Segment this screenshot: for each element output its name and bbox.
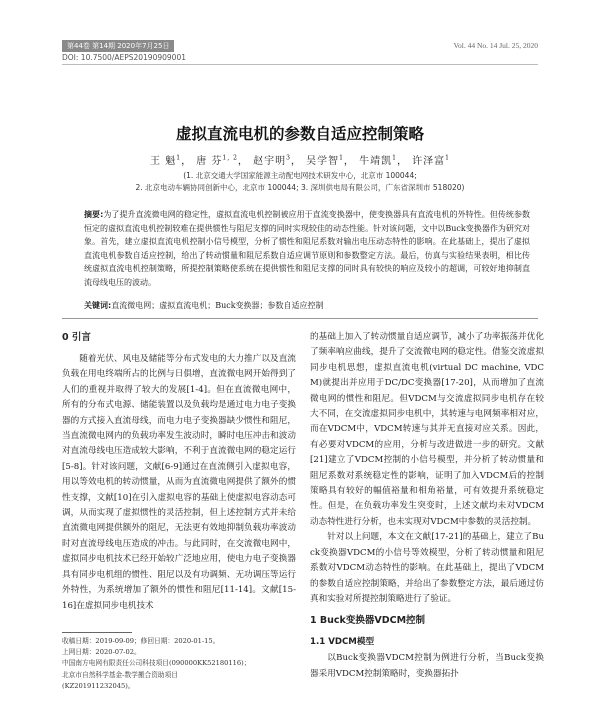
footnote-line: 收稿日期：2019-09-09；修回日期：2020-01-15。 [62,637,220,645]
paragraph: 以Buck变换器VDCM控制为例进行分析，当Buck变换器采用VDCM控制策略时，变换器拓扑 [310,653,544,679]
subsection-heading-1-1: 1.1 VDCM模型 [310,637,375,648]
footnote-line: 上网日期：2020-07-02。 [62,648,141,657]
paper-title: 虚拟直流电机的参数自适应控制策略 [175,125,424,143]
footnote-line: 北京市自然科学基金-数学搬合资助项目 [62,670,178,679]
footnote-line: (KZ201911232045)。 [62,681,135,690]
abstract-text: 为了提升直流微电网的稳定性，虚拟直流电机控制被应用于直流变换器中，使变换器具有直流电机的外特性。但传统参数恒定的虚拟直流电机控制较难在提供惯性与阻尼支撑的同时实现较佳的动态性能。针对该问题，文中以Buck变换器作为研究对象。首先，建立虚拟直流电机控制小信号模型，分析了惯性和阻尼系数对输出电压动态特性的影响。在此基础上，提出了虚拟直流电机参数自适应控制，给出了转动惯量和阻尼系数自适应调节原则和参数整定方法。最后，仿真与实验结果表明，相比传统虚拟直流电机控制策略，所提控制策略使系统在提供惯性和阻尼支撑的同时具有较快的响应及较小的超调，可较好地抑制直流母线电压的波动。 [84,210,531,287]
author: 牛靖凯$^1$ [359,154,397,167]
footnote-divider [62,632,132,633]
keywords-label: 关键词: [84,301,112,310]
abstract-divider [62,318,538,319]
keywords-text: 直流微电网；虚拟直流电机；Buck变换器；参数自适应控制 [111,301,324,310]
paragraph: 针对以上问题，本文在文献[17-21]的基础上，建立了Buck变换器VDCM的小信号等效模型，分析了转动惯量和阻尼系数对VDCM动态特性的影响。在此基础上，提出了VDCM的参数自适应控制策略，并给出了参数整定方法，最后通过仿真和实验对所提控制策略进行了验证。 [310,532,544,604]
footnote-line: 中国南方电网有限责任公司科技项目(090000KK52180116)； [62,659,251,668]
author: 王 魁$^1$ [150,154,182,167]
issue-tag: 第44卷 第14期 2020年7月25日 [62,40,174,52]
author: 吴学智$^1$ [306,154,344,167]
section-heading-1: 1 Buck变换器VDCM控制 [310,615,426,627]
left-column [62,330,296,614]
paragraph: 的基础上加入了转动惯量自适应调节，减小了功率振荡并优化了频率响应曲线，提升了交流微电网的稳定性。借鉴交流虚拟同步电机思想，虚拟直流电机(virtual DC machine, VDCM)就提出并应用于DC/DC变换器[17-20]，从而增加了直流微电网的惯性和阻尼。但VDCM与交流虚拟同步电机存在较大不同，在交流虚拟同步电机中，其转速与电网频率相对应，而在VDCM中，VDCM转速与其并无直接对应关系。因此，有必要对VDCM的应用，分析与改进做进一步的研究。文献[21]建立了VDCM控制的小信号模型，并分析了转动惯量和阻尼系数对系统稳定性的影响，证明了加入VDCM后的控制策略具有较好的幅值裕量和相角裕量，可有效提升系统稳定性。但是，在负载功率发生突变时，上述文献均未对VDCM动态特性进行分析，也未实现对VDCM中参数的灵活控制。 [310,332,544,527]
author: 唐 芬$^{1, 2}$ [196,154,238,167]
doi-text: DOI: 10.7500/AEPS20190909001 [62,53,186,62]
header-divider [62,64,538,65]
affiliation-line-1: (1. 北京交通大学国家能源主动配电网技术研发中心，北京市 100044; [183,171,417,180]
volume-info: Vol. 44 No. 14 Jul. 25, 2020 [453,41,538,50]
keywords [84,300,530,311]
affiliation-line-2: 2. 北京电动车辆协同创新中心，北京市 100044; 3. 深圳供电局有限公司，广东省深圳市 518020) [135,183,465,192]
right-column [310,330,544,682]
paragraph: 随着光伏、风电及储能等分布式发电的大力推广以及直流负载在用电终端所占的比例与日俱增，直流微电网开始得到了人们的重视并取得了较大的发展[1-4]。但在直流微电网中，所有的分布式电源、储能装置以及负载均是通过电力电子变换器的方式接入直流母线，而电力电子变换器缺少惯性和阻尼，当直流微电网内的负载功率发生波动时，瞬时电压冲击和波动对直流母线电压造成较大影响，不利于直流微电网的稳定运行[5-8]。针对该问题，文献[6-9]通过在直流侧引入虚拟电容，用以等效电机的转动惯量，从而为直流微电网提供了额外的惯性支撑，文献[10]在引入虚拟电容的基础上使虚拟电容动态可调，从而实现了虚拟惯性的灵活控制，但上述控制方式并未给直流微电网提供额外的阻尼，无法更有效地抑制负载功率波动时对直流母线电压造成的冲击。与此同时，在交流微电网中，虚拟同步电机技术已经开始较广泛地应用，使电力电子变换器具有同步电机组的惯性、阻尼以及有功调频、无功调压等运行外特性，为系统增加了额外的惯性和阻尼[11-14]。文献[15-16]在虚拟同步电机技术 [62,354,296,611]
author: 许泽富$^1$ [412,154,450,167]
abstract [84,208,530,290]
footnotes [62,636,298,692]
author: 赵宇明$^3$ [253,154,291,167]
author-list: 王 魁$^1$， 唐 芬$^{1, 2}$， 赵宇明$^3$， 吴学智$^1$， 牛靖凯$^1$， 许泽富$^1$ [150,154,450,167]
section-heading-intro: 0 引言 [62,332,91,343]
abstract-label: 摘要: [84,210,104,219]
